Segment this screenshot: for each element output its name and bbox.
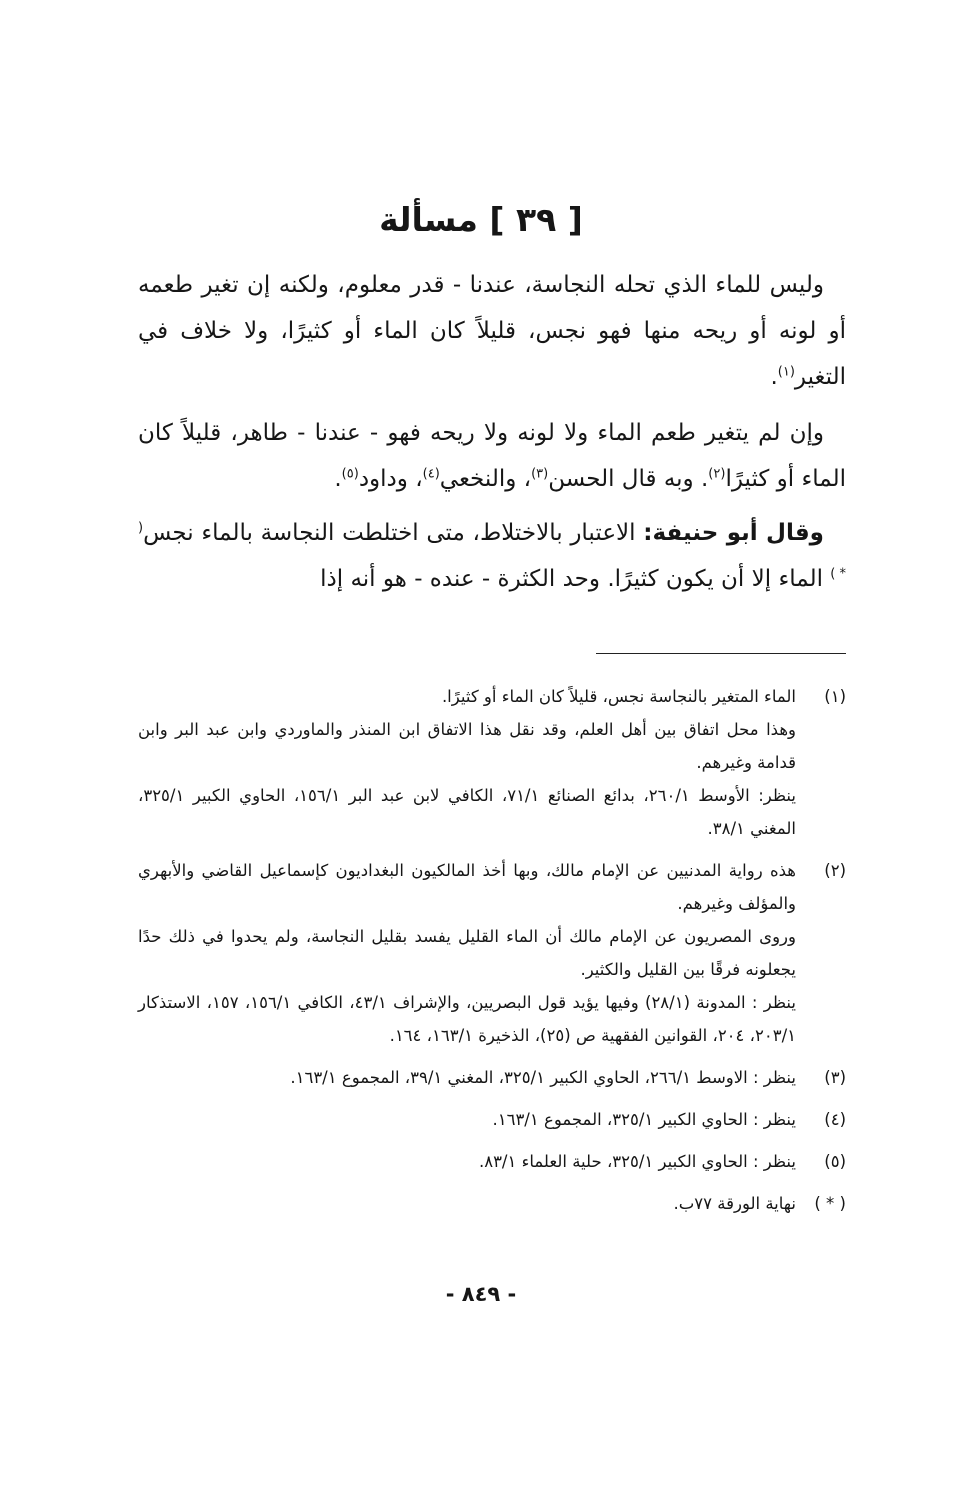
body-paragraph-3: [138, 510, 846, 602]
footnote-star: [138, 1187, 846, 1220]
footnote-2: [138, 854, 846, 1052]
footnote-2-line-3: ينظر : المدونة (٢٨/١) وفيها يؤيد قول البصريين، والإشراف ٤٣/١، الكافي ١٥٦/١، ١٥٧، الاستذكار ٢٠٣/١، ٢٠٤، القوانين الفقهية ص (٢٥)، الذخيرة ١٦٣/١، ١٦٤.: [138, 993, 796, 1045]
footnote-1-line-3: ينظر: الأوسط ٢٦٠/١، بدائع الصنائع ٧١/١، الكافي لابن عبد البر ١٥٦/١، الحاوي الكبير ٣٢٥/١، المغني ٣٨/١.: [138, 786, 796, 838]
body-paragraph-1: [138, 262, 846, 400]
footnote-1-number: (١): [824, 687, 846, 706]
paragraph-1-text: وليس للماء الذي تحله النجاسة، عندنا - قدر معلوم، ولكنه إن تغير طعمه أو لونه أو ريحه منها فهو نجس، قليلاً كان الماء أو كثيرًا، ولا خلاف في التغير: [138, 272, 846, 390]
paragraph-3-text-a: الاعتبار بالاختلاط، متى اختلطت النجاسة بالماء نجس: [143, 520, 644, 546]
footnote-3-number: (٣): [824, 1068, 846, 1087]
footnote-star-body: [138, 1187, 796, 1220]
paragraph-2-end: .: [334, 466, 342, 492]
footnote-2-number: (٢): [824, 861, 846, 880]
footnote-ref-3[interactable]: (٣): [531, 466, 549, 482]
footnote-5-line-1: ينظر : الحاوي الكبير ٣٢٥/١، حلية العلماء ٨٣/١.: [478, 1152, 796, 1171]
footnote-ref-4[interactable]: (٤): [422, 466, 440, 482]
footnote-1: [138, 680, 846, 845]
paragraph-2-text-b: . وبه قال الحسن: [548, 466, 709, 492]
paragraph-3-text-b: الماء إلا أن يكون كثيرًا. وحد الكثرة - عنده - هو أنه إذا: [320, 566, 831, 592]
paragraph-2-text-d: ، وداود: [358, 466, 423, 492]
footnote-1-body: [138, 680, 796, 845]
footnote-ref-5[interactable]: (٥): [341, 466, 359, 482]
footnote-3-body: [138, 1061, 796, 1094]
body-paragraph-2: [138, 410, 846, 502]
footnote-5-number: (٥): [824, 1152, 846, 1171]
footnote-4: [138, 1103, 846, 1136]
footnote-5-body: [138, 1145, 796, 1178]
footnote-2-line-1: هذه رواية المدنيين عن الإمام مالك، وبها أخذ المالكيون البغداديون كإسماعيل القاضي والأبهري والمؤلف وغيرهم.: [138, 861, 796, 913]
footnote-5: [138, 1145, 846, 1178]
footnotes-section: [138, 680, 846, 1229]
footnote-star-line-1: نهاية الورقة ٧٧ب.: [673, 1194, 796, 1213]
footnote-4-body: [138, 1103, 796, 1136]
footnote-1-line-1: الماء المتغير بالنجاسة نجس، قليلاً كان الماء أو كثيرًا.: [441, 687, 796, 706]
footnote-ref-1[interactable]: (١): [777, 364, 795, 380]
paragraph-2-text-c: ، والنخعي: [439, 466, 532, 492]
footnote-2-line-2: وروى المصريون عن الإمام مالك أن الماء القليل يفسد بقليل النجاسة، ولم يحدوا في ذلك حدًا يجعلونه فرقًا بين القليل والكثير.: [138, 927, 796, 979]
paragraph-2-text-a: وإن لم يتغير طعم الماء ولا لونه ولا ريحه فهو - عندنا - طاهر، قليلاً كان الماء أو كثيرًا: [138, 420, 846, 492]
paragraph-1-end: .: [770, 364, 778, 390]
footnote-ref-star[interactable]: ( * ): [138, 520, 846, 582]
section-heading: [ ٣٩ ] مسألة: [379, 200, 583, 239]
footnote-ref-2[interactable]: (٢): [708, 466, 726, 482]
footnote-separator: [596, 653, 846, 654]
footnote-2-body: [138, 854, 796, 1052]
footnote-1-line-2: وهذا محل اتفاق بين أهل العلم، وقد نقل هذا الاتفاق ابن المنذر والماوردي وابن عبد البر وابن قدامة وغيرهم.: [138, 720, 796, 772]
footnote-star-number: ( * ): [814, 1194, 846, 1213]
footnote-3: [138, 1061, 846, 1094]
paragraph-3-lead: وقال أبو حنيفة:: [643, 520, 824, 546]
footnote-3-line-1: ينظر : الاوسط ٢٦٦/١، الحاوي الكبير ٣٢٥/١، المغني ٣٩/١، المجموع ١٦٣/١.: [290, 1068, 796, 1087]
footnote-4-number: (٤): [824, 1110, 846, 1129]
page-number: - ٨٤٩ -: [445, 1282, 517, 1306]
footnote-4-line-1: ينظر : الحاوي الكبير ٣٢٥/١، المجموع ١٦٣/١.: [492, 1110, 796, 1129]
